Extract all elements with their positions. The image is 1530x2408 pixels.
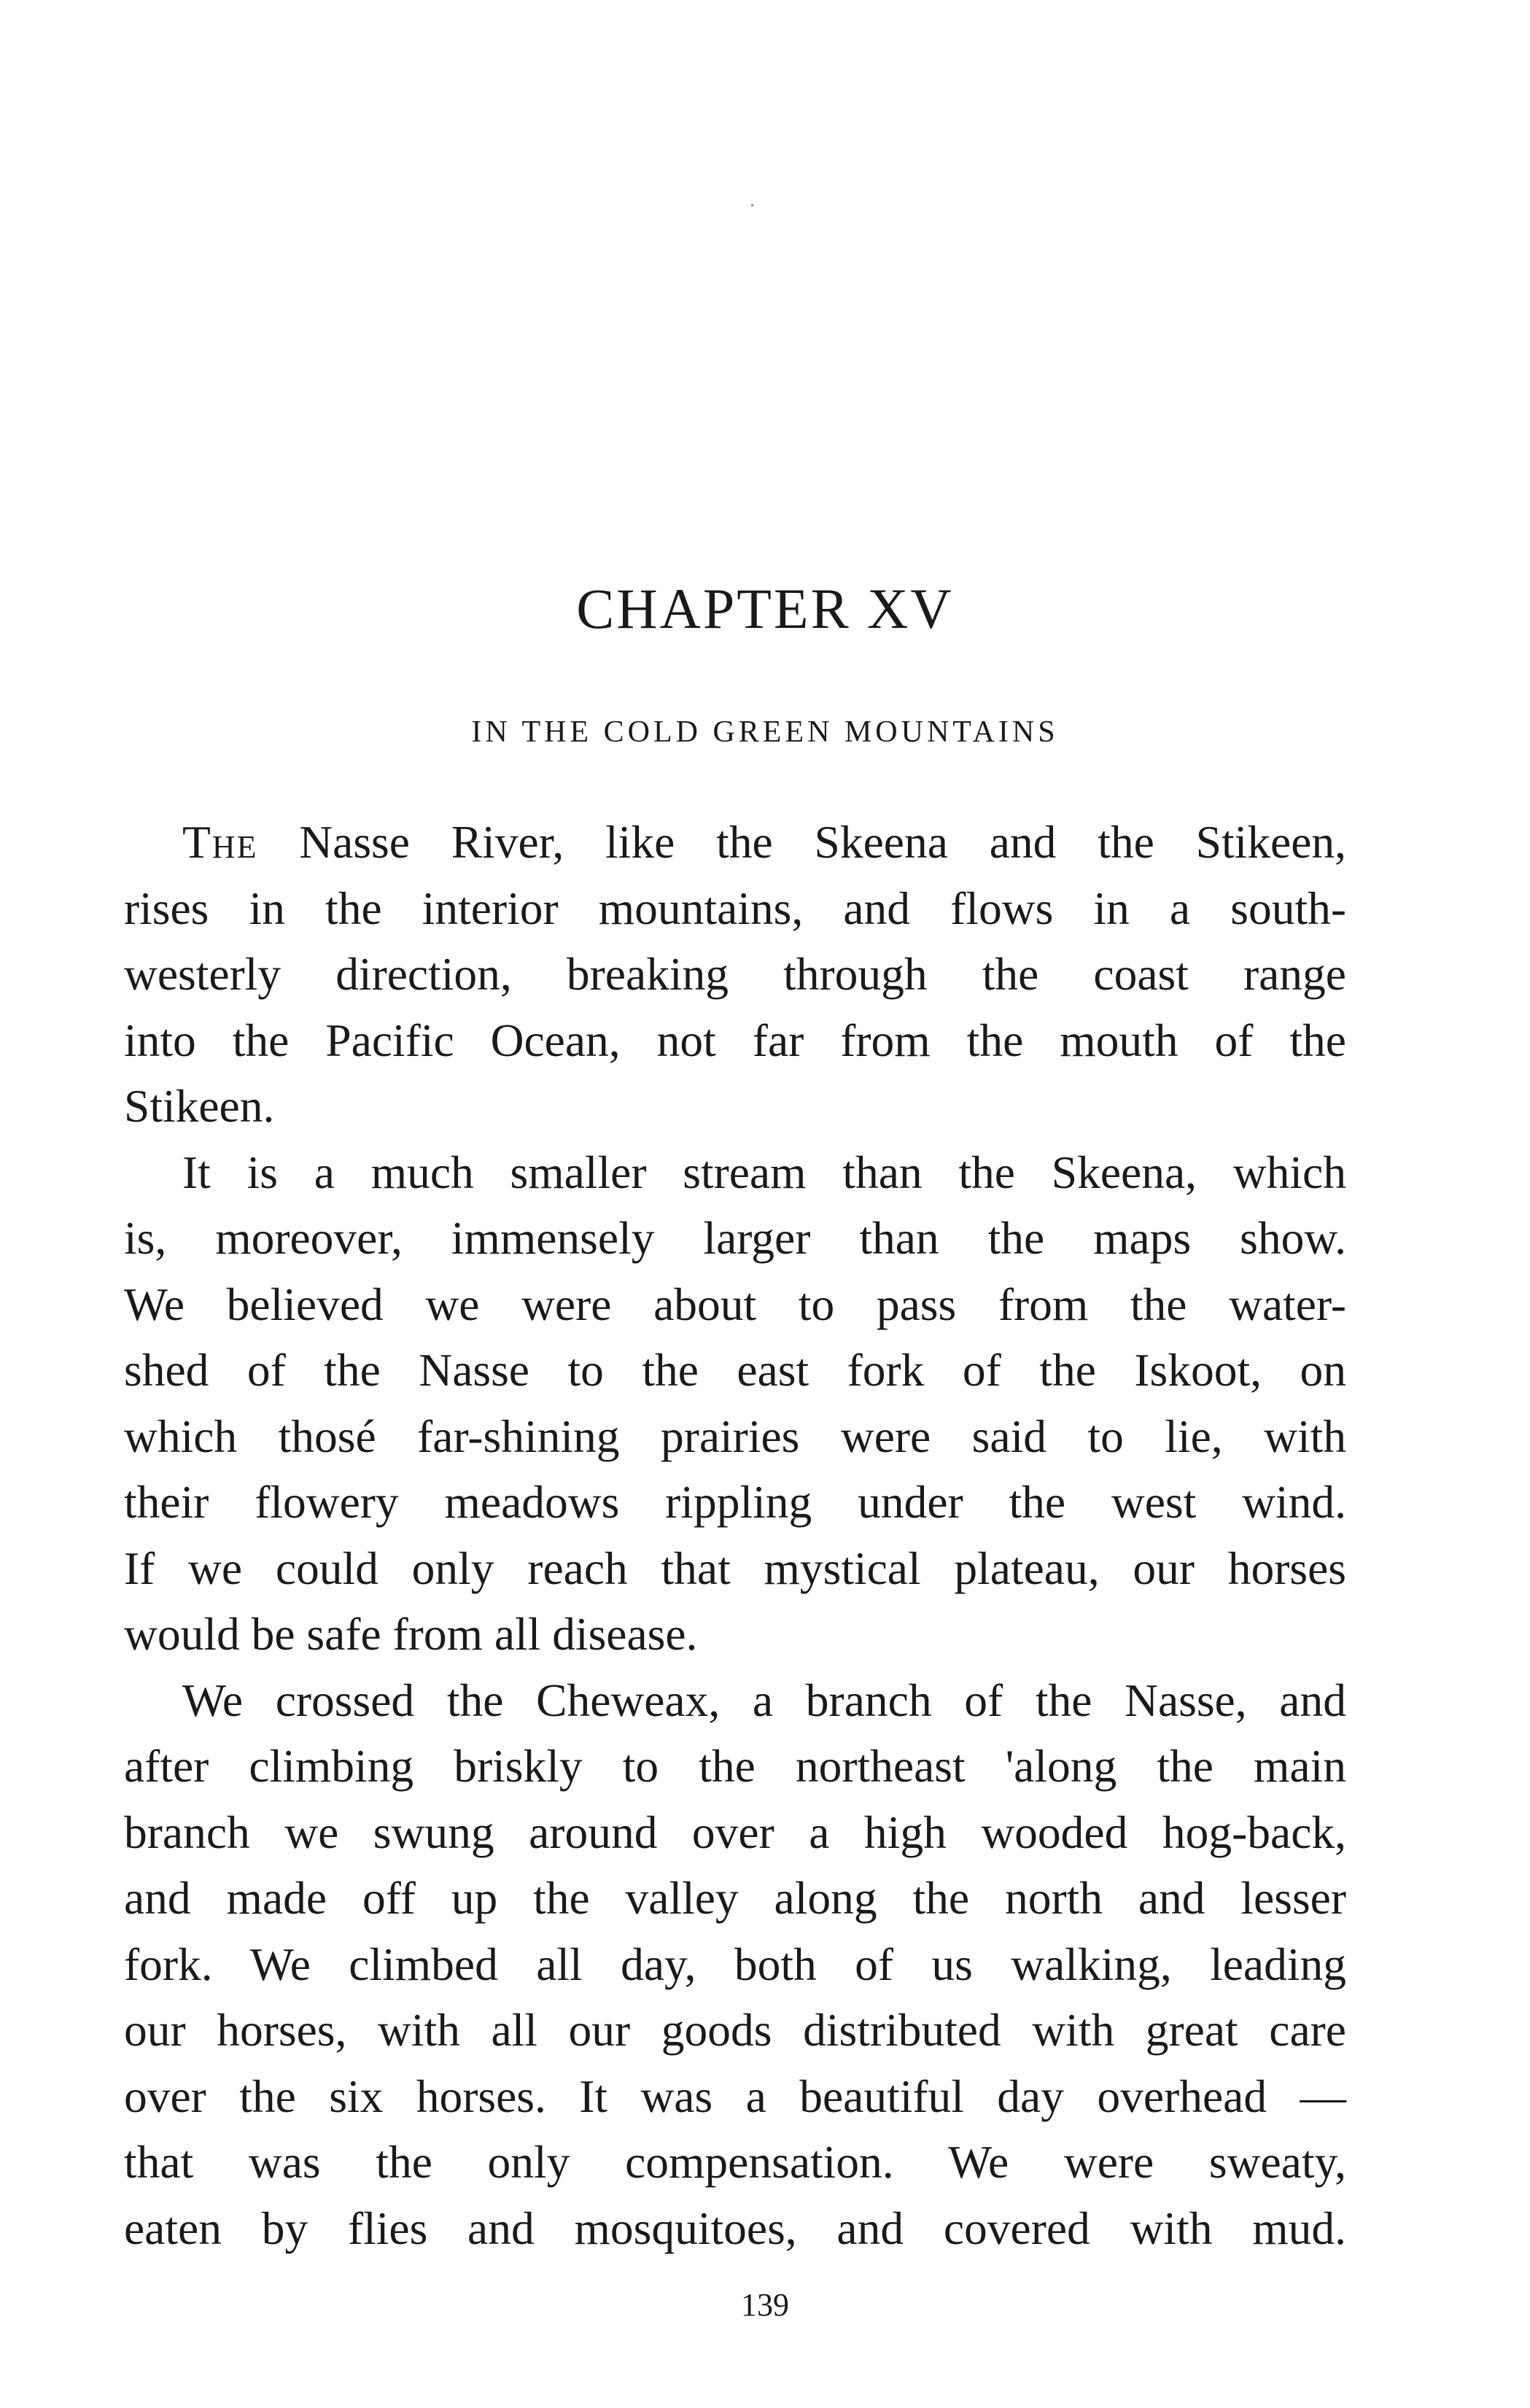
text-line: our horses, with all our goods distributed with great care <box>124 2004 1346 2056</box>
paragraph-2 <box>124 1140 1346 1668</box>
text-line-content: Nasse River, like the Skeena and the Stikeen, <box>257 816 1346 868</box>
text-line: shed of the Nasse to the east fork of the Iskoot, on <box>124 1344 1346 1396</box>
body-text <box>124 809 1346 2261</box>
chapter-subtitle: IN THE COLD GREEN MOUNTAINS <box>471 715 1059 749</box>
text-line: that was the only compensation. We were sweaty, <box>124 2136 1346 2188</box>
text-line: fork. We climbed all day, both of us walking, leading <box>124 1938 1346 1990</box>
page-number: 139 <box>741 2287 789 2323</box>
chapter-title: CHAPTER XV <box>576 577 954 640</box>
text-line: We crossed the Cheweax, a branch of the Nasse, and <box>182 1674 1346 1726</box>
text-line: Stikeen. <box>124 1080 275 1132</box>
paragraph-3 <box>124 1668 1346 2262</box>
text-line: over the six horses. It was a beautiful day overhead — <box>124 2070 1346 2122</box>
text-line: would be safe from all disease. <box>124 1608 698 1660</box>
print-speck <box>751 204 753 206</box>
text-line: which thosé far-shining prairies were said to lie, with <box>124 1410 1346 1462</box>
drop-lead-word: The <box>182 816 258 868</box>
text-line: is, moreover, immensely larger than the maps show. <box>124 1212 1346 1264</box>
text-line <box>124 809 1346 876</box>
text-line: branch we swung around over a high wooded hog-back, <box>124 1806 1346 1858</box>
text-line: into the Pacific Ocean, not far from the mouth of the <box>124 1014 1346 1066</box>
text-line: and made off up the valley along the north and lesser <box>124 1872 1346 1924</box>
text-line: their flowery meadows rippling under the west wind. <box>124 1476 1346 1528</box>
text-line: eaten by flies and mosquitoes, and covered with mud. <box>124 2202 1346 2254</box>
text-line: If we could only reach that mystical plateau, our horses <box>124 1542 1346 1594</box>
paragraph-1 <box>124 809 1346 1140</box>
text-line: westerly direction, breaking through the coast range <box>124 948 1346 1000</box>
text-line: It is a much smaller stream than the Skeena, which <box>182 1146 1346 1198</box>
text-line: We believed we were about to pass from the water- <box>124 1278 1346 1330</box>
text-line: after climbing briskly to the northeast 'along the main <box>124 1740 1346 1792</box>
text-line: rises in the interior mountains, and flows in a south- <box>124 882 1346 934</box>
